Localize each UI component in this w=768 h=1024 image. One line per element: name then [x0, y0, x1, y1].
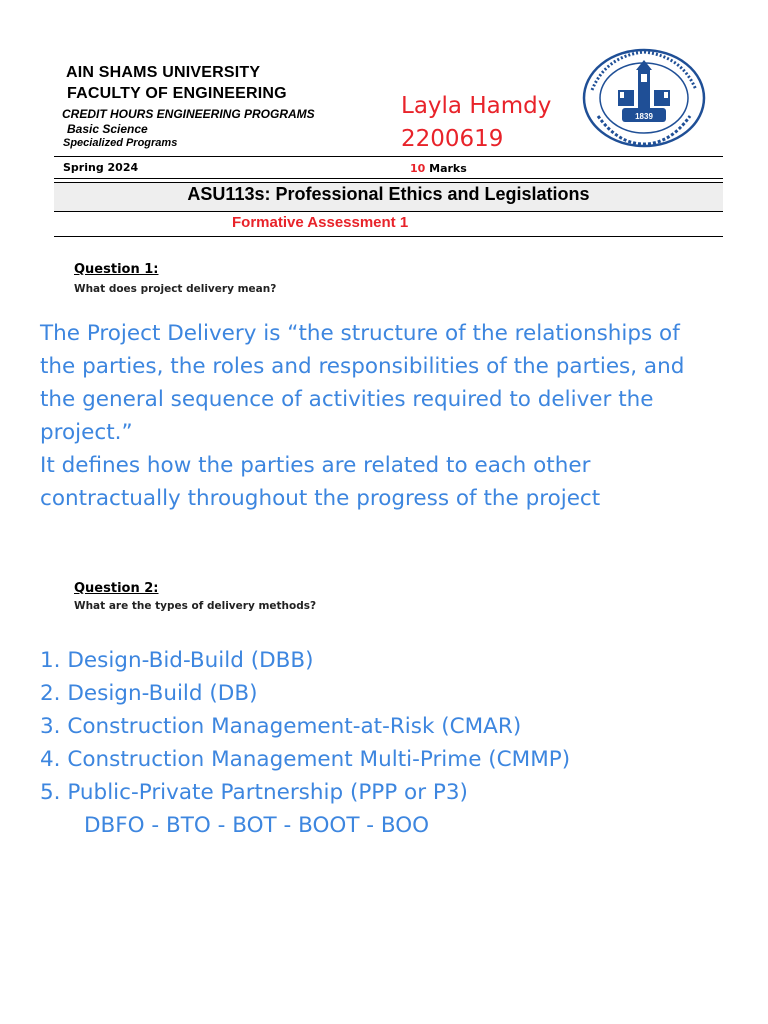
delivery-method-item: 1. Design-Bid-Build (DBB) — [40, 648, 314, 673]
delivery-method-item: 5. Public-Private Partnership (PPP or P3) — [40, 780, 468, 805]
ppp-variants: DBFO - BTO - BOT - BOOT - BOO — [84, 813, 430, 838]
programs-label: CREDIT HOURS ENGINEERING PROGRAMS — [62, 107, 315, 121]
delivery-method-item: 4. Construction Management Multi-Prime (CMMP) — [40, 747, 571, 772]
specialized-programs-label: Specialized Programs — [63, 137, 178, 149]
answer-line: It defines how the parties are related to each other — [40, 453, 591, 478]
delivery-method-item: 3. Construction Management-at-Risk (CMAR) — [40, 714, 522, 739]
answer-line: project.” — [40, 420, 133, 445]
term-label: Spring 2024 — [63, 161, 139, 174]
header-divider — [54, 156, 723, 157]
assessment-title: Formative Assessment 1 — [232, 214, 409, 231]
marks-number: 10 — [410, 162, 426, 175]
question-1-answer — [40, 317, 684, 515]
basic-science-label: Basic Science — [67, 122, 148, 136]
answer-line: contractually throughout the progress of the project — [40, 486, 601, 511]
answer-line: the parties, the roles and responsibilities of the parties, and — [40, 354, 685, 379]
faculty-seal-logo — [582, 48, 706, 148]
answer-line: the general sequence of activities required to deliver the — [40, 387, 654, 412]
question-2-answer — [40, 644, 570, 842]
marks-text: Marks — [425, 162, 467, 175]
question-2-heading: Question 2: — [74, 581, 159, 596]
faculty-name: FACULTY OF ENGINEERING — [67, 85, 287, 102]
question-1-prompt: What does project delivery mean? — [74, 283, 277, 295]
course-title: ASU113s: Professional Ethics and Legislations — [187, 184, 590, 204]
question-2-prompt: What are the types of delivery methods? — [74, 600, 317, 612]
student-name: Layla Hamdy — [401, 93, 552, 119]
university-name: AIN SHAMS UNIVERSITY — [66, 64, 261, 81]
assessment-divider — [54, 236, 723, 237]
seal-year: 1839 — [635, 112, 653, 121]
student-id: 2200619 — [401, 126, 504, 152]
delivery-method-item: 2. Design-Build (DB) — [40, 681, 258, 706]
marks-label — [410, 162, 467, 175]
question-1-heading: Question 1: — [74, 262, 159, 277]
term-divider — [54, 178, 723, 179]
answer-line: The Project Delivery is “the structure of the relationships of — [40, 321, 680, 346]
